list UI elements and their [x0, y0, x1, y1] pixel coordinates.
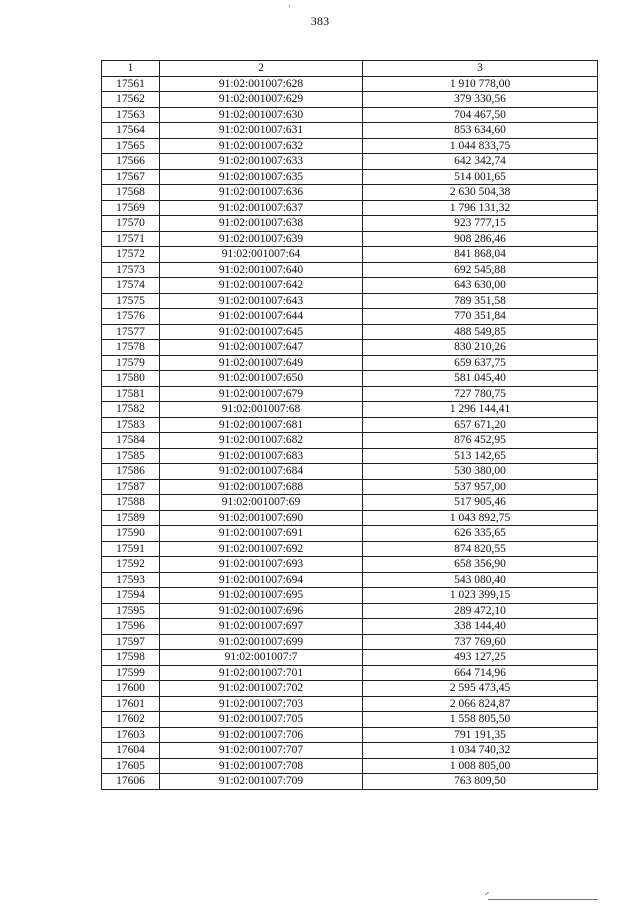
value-cell: 1 034 740,32	[363, 743, 598, 759]
value-cell: 530 380,00	[363, 464, 598, 480]
value-cell: 727 780,75	[363, 386, 598, 402]
row-number-cell: 17596	[102, 619, 160, 635]
value-cell: 1 044 833,75	[363, 138, 598, 154]
row-number-cell: 17579	[102, 355, 160, 371]
value-cell: 692 545,88	[363, 262, 598, 278]
value-cell: 517 905,46	[363, 495, 598, 511]
row-number-cell: 17574	[102, 278, 160, 294]
row-number-cell: 17583	[102, 417, 160, 433]
value-cell: 789 351,58	[363, 293, 598, 309]
row-number-cell: 17595	[102, 603, 160, 619]
value-cell: 923 777,15	[363, 216, 598, 232]
row-number-cell: 17569	[102, 200, 160, 216]
table-row	[102, 665, 598, 681]
value-cell: 841 868,04	[363, 247, 598, 263]
cadastral-number-cell: 91:02:001007:697	[160, 619, 363, 635]
column-header-number: 1	[102, 61, 160, 77]
value-cell: 908 286,46	[363, 231, 598, 247]
header-row	[102, 61, 598, 77]
cadastral-number-cell: 91:02:001007:635	[160, 169, 363, 185]
table-row	[102, 154, 598, 170]
cadastral-number-cell: 91:02:001007:650	[160, 371, 363, 387]
value-cell: 338 144,40	[363, 619, 598, 635]
cadastral-number-cell: 91:02:001007:683	[160, 448, 363, 464]
row-number-cell: 17597	[102, 634, 160, 650]
row-number-cell: 17585	[102, 448, 160, 464]
value-cell: 643 630,00	[363, 278, 598, 294]
value-cell: 1 296 144,41	[363, 402, 598, 418]
row-number-cell: 17603	[102, 727, 160, 743]
row-number-cell: 17564	[102, 123, 160, 139]
table-row	[102, 185, 598, 201]
row-number-cell: 17575	[102, 293, 160, 309]
table-body	[102, 76, 598, 789]
table-row	[102, 541, 598, 557]
scan-mark	[485, 892, 489, 895]
table-row	[102, 216, 598, 232]
table-row	[102, 92, 598, 108]
table-row	[102, 324, 598, 340]
row-number-cell: 17591	[102, 541, 160, 557]
value-cell: 493 127,25	[363, 650, 598, 666]
value-cell: 770 351,84	[363, 309, 598, 325]
value-cell: 664 714,96	[363, 665, 598, 681]
table-row	[102, 727, 598, 743]
cadastral-number-cell: 91:02:001007:688	[160, 479, 363, 495]
cadastral-number-cell: 91:02:001007:691	[160, 526, 363, 542]
column-header-cadastral-number: 2	[160, 61, 363, 77]
value-cell: 791 191,35	[363, 727, 598, 743]
cadastral-number-cell: 91:02:001007:690	[160, 510, 363, 526]
row-number-cell: 17605	[102, 758, 160, 774]
row-number-cell: 17598	[102, 650, 160, 666]
table-row	[102, 231, 598, 247]
row-number-cell: 17581	[102, 386, 160, 402]
cadastral-number-cell: 91:02:001007:629	[160, 92, 363, 108]
table-row	[102, 634, 598, 650]
table-row	[102, 526, 598, 542]
value-cell: 379 330,56	[363, 92, 598, 108]
value-cell: 1 796 131,32	[363, 200, 598, 216]
row-number-cell: 17573	[102, 262, 160, 278]
table-row	[102, 417, 598, 433]
table-row	[102, 712, 598, 728]
row-number-cell: 17570	[102, 216, 160, 232]
row-number-cell: 17568	[102, 185, 160, 201]
table-row	[102, 696, 598, 712]
cadastral-number-cell: 91:02:001007:701	[160, 665, 363, 681]
cadastral-number-cell: 91:02:001007:693	[160, 557, 363, 573]
registry-table	[101, 60, 598, 790]
table-row	[102, 464, 598, 480]
value-cell: 874 820,55	[363, 541, 598, 557]
cadastral-number-cell: 91:02:001007:709	[160, 774, 363, 790]
table-row	[102, 619, 598, 635]
value-cell: 763 809,50	[363, 774, 598, 790]
table-row	[102, 309, 598, 325]
table-row	[102, 448, 598, 464]
cadastral-number-cell: 91:02:001007:699	[160, 634, 363, 650]
value-cell: 830 210,26	[363, 340, 598, 356]
table-row	[102, 76, 598, 92]
table-row	[102, 743, 598, 759]
cadastral-number-cell: 91:02:001007:681	[160, 417, 363, 433]
cadastral-number-cell: 91:02:001007:702	[160, 681, 363, 697]
row-number-cell: 17593	[102, 572, 160, 588]
row-number-cell: 17590	[102, 526, 160, 542]
value-cell: 658 356,90	[363, 557, 598, 573]
value-cell: 1 910 778,00	[363, 76, 598, 92]
table-row	[102, 510, 598, 526]
table-row	[102, 572, 598, 588]
row-number-cell: 17601	[102, 696, 160, 712]
row-number-cell: 17594	[102, 588, 160, 604]
table-row	[102, 650, 598, 666]
cadastral-number-cell: 91:02:001007:639	[160, 231, 363, 247]
row-number-cell: 17566	[102, 154, 160, 170]
row-number-cell: 17602	[102, 712, 160, 728]
cadastral-number-cell: 91:02:001007:638	[160, 216, 363, 232]
value-cell: 642 342,74	[363, 154, 598, 170]
table-row	[102, 402, 598, 418]
column-header-value: 3	[363, 61, 598, 77]
row-number-cell: 17606	[102, 774, 160, 790]
cadastral-number-cell: 91:02:001007:682	[160, 433, 363, 449]
cadastral-number-cell: 91:02:001007:706	[160, 727, 363, 743]
cadastral-number-cell: 91:02:001007:707	[160, 743, 363, 759]
row-number-cell: 17572	[102, 247, 160, 263]
cadastral-number-cell: 91:02:001007:7	[160, 650, 363, 666]
row-number-cell: 17578	[102, 340, 160, 356]
value-cell: 581 045,40	[363, 371, 598, 387]
cadastral-number-cell: 91:02:001007:68	[160, 402, 363, 418]
cadastral-number-cell: 91:02:001007:647	[160, 340, 363, 356]
cadastral-number-cell: 91:02:001007:684	[160, 464, 363, 480]
cadastral-number-cell: 91:02:001007:633	[160, 154, 363, 170]
table-row	[102, 479, 598, 495]
row-number-cell: 17577	[102, 324, 160, 340]
value-cell: 488 549,85	[363, 324, 598, 340]
value-cell: 626 335,65	[363, 526, 598, 542]
cadastral-number-cell: 91:02:001007:631	[160, 123, 363, 139]
value-cell: 876 452,95	[363, 433, 598, 449]
table-row	[102, 123, 598, 139]
cadastral-number-cell: 91:02:001007:708	[160, 758, 363, 774]
table-row	[102, 278, 598, 294]
value-cell: 1 043 892,75	[363, 510, 598, 526]
row-number-cell: 17586	[102, 464, 160, 480]
footer-rule	[488, 899, 598, 900]
row-number-cell: 17580	[102, 371, 160, 387]
table-row	[102, 262, 598, 278]
cadastral-number-cell: 91:02:001007:64	[160, 247, 363, 263]
scan-mark	[289, 5, 290, 7]
table-row	[102, 200, 598, 216]
cadastral-number-cell: 91:02:001007:69	[160, 495, 363, 511]
table-row	[102, 371, 598, 387]
row-number-cell: 17592	[102, 557, 160, 573]
row-number-cell: 17584	[102, 433, 160, 449]
value-cell: 2 595 473,45	[363, 681, 598, 697]
row-number-cell: 17563	[102, 107, 160, 123]
cadastral-number-cell: 91:02:001007:695	[160, 588, 363, 604]
table-row	[102, 138, 598, 154]
page-number: 383	[310, 14, 330, 28]
row-number-cell: 17571	[102, 231, 160, 247]
table-row	[102, 681, 598, 697]
value-cell: 1 558 805,50	[363, 712, 598, 728]
cadastral-number-cell: 91:02:001007:705	[160, 712, 363, 728]
value-cell: 537 957,00	[363, 479, 598, 495]
value-cell: 2 630 504,38	[363, 185, 598, 201]
cadastral-number-cell: 91:02:001007:649	[160, 355, 363, 371]
cadastral-number-cell: 91:02:001007:692	[160, 541, 363, 557]
table-row	[102, 588, 598, 604]
cadastral-number-cell: 91:02:001007:630	[160, 107, 363, 123]
cadastral-number-cell: 91:02:001007:640	[160, 262, 363, 278]
row-number-cell: 17561	[102, 76, 160, 92]
table-row	[102, 433, 598, 449]
row-number-cell: 17589	[102, 510, 160, 526]
cadastral-number-cell: 91:02:001007:694	[160, 572, 363, 588]
value-cell: 1 023 399,15	[363, 588, 598, 604]
table-row	[102, 107, 598, 123]
value-cell: 543 080,40	[363, 572, 598, 588]
value-cell: 514 001,65	[363, 169, 598, 185]
value-cell: 737 769,60	[363, 634, 598, 650]
table-row	[102, 495, 598, 511]
cadastral-number-cell: 91:02:001007:642	[160, 278, 363, 294]
table-row	[102, 758, 598, 774]
cadastral-number-cell: 91:02:001007:703	[160, 696, 363, 712]
value-cell: 704 467,50	[363, 107, 598, 123]
table-row	[102, 557, 598, 573]
row-number-cell: 17588	[102, 495, 160, 511]
table-row	[102, 340, 598, 356]
value-cell: 659 637,75	[363, 355, 598, 371]
cadastral-number-cell: 91:02:001007:679	[160, 386, 363, 402]
cadastral-number-cell: 91:02:001007:632	[160, 138, 363, 154]
table-row	[102, 603, 598, 619]
table-row	[102, 386, 598, 402]
value-cell: 657 671,20	[363, 417, 598, 433]
cadastral-number-cell: 91:02:001007:645	[160, 324, 363, 340]
value-cell: 289 472,10	[363, 603, 598, 619]
row-number-cell: 17600	[102, 681, 160, 697]
row-number-cell: 17604	[102, 743, 160, 759]
row-number-cell: 17587	[102, 479, 160, 495]
table-row	[102, 169, 598, 185]
table-row	[102, 247, 598, 263]
value-cell: 2 066 824,87	[363, 696, 598, 712]
cadastral-number-cell: 91:02:001007:637	[160, 200, 363, 216]
value-cell: 853 634,60	[363, 123, 598, 139]
cadastral-number-cell: 91:02:001007:643	[160, 293, 363, 309]
row-number-cell: 17582	[102, 402, 160, 418]
table-row	[102, 355, 598, 371]
value-cell: 1 008 805,00	[363, 758, 598, 774]
cadastral-number-cell: 91:02:001007:636	[160, 185, 363, 201]
row-number-cell: 17565	[102, 138, 160, 154]
cadastral-number-cell: 91:02:001007:696	[160, 603, 363, 619]
table-row	[102, 293, 598, 309]
cadastral-number-cell: 91:02:001007:644	[160, 309, 363, 325]
value-cell: 513 142,65	[363, 448, 598, 464]
row-number-cell: 17562	[102, 92, 160, 108]
row-number-cell: 17576	[102, 309, 160, 325]
table-row	[102, 774, 598, 790]
row-number-cell: 17567	[102, 169, 160, 185]
cadastral-number-cell: 91:02:001007:628	[160, 76, 363, 92]
row-number-cell: 17599	[102, 665, 160, 681]
